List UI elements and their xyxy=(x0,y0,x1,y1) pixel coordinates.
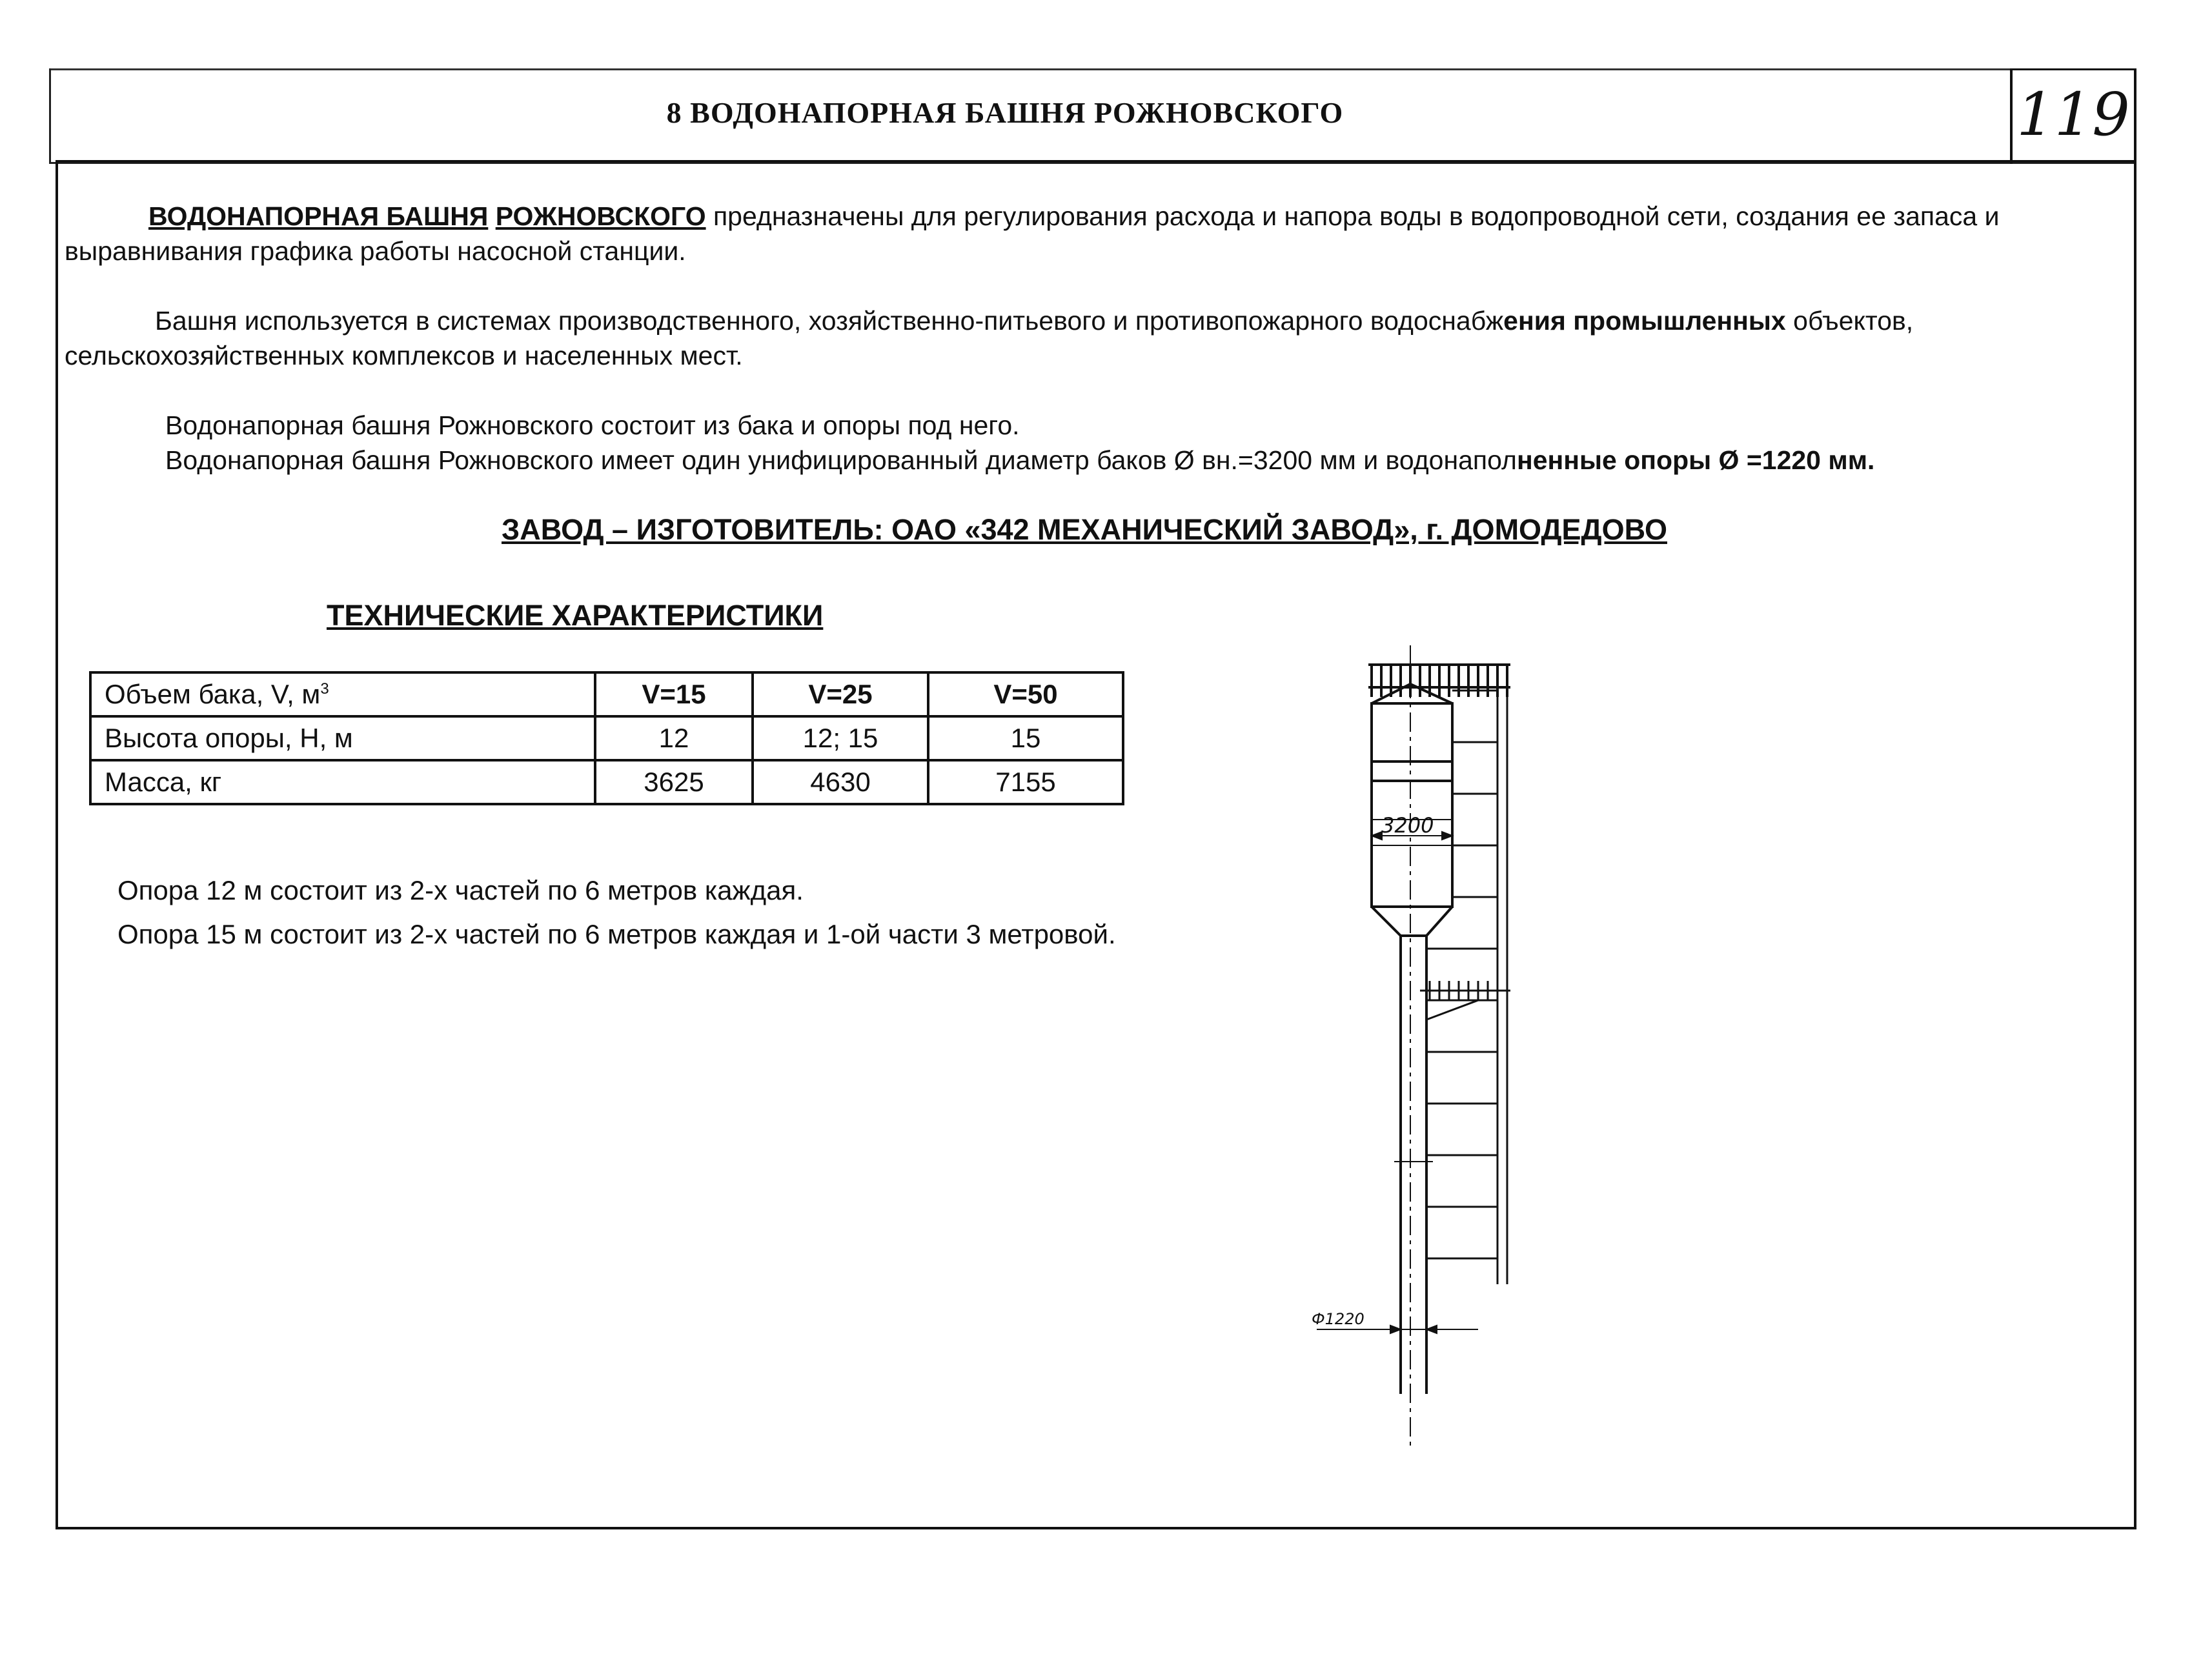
specs-heading: ТЕХНИЧЕСКИЕ ХАРАКТЕРИСТИКИ xyxy=(327,599,824,632)
note-support-12m: Опора 12 м состоит из 2-х частей по 6 метров каждая. xyxy=(117,875,804,905)
table-cell: 7155 xyxy=(928,760,1123,804)
intro-paragraph-2-tail: объектов, сельскохозяйственных комплексов и населенных мест. xyxy=(65,306,1914,370)
tank xyxy=(1372,684,1452,936)
table-row xyxy=(90,760,1123,804)
volume-unit-sup: 3 xyxy=(320,680,329,698)
support-column xyxy=(1394,645,1433,1446)
support-diameter-label: Ф1220 xyxy=(1312,1310,1365,1328)
note-support-15m: Опора 15 м состоит из 2-х частей по 6 метров каждая и 1-ой части 3 метровой. xyxy=(117,919,1116,949)
intro-paragraph-3: Водонапорная башня Рожновского состоит из бака и опоры под него. xyxy=(165,410,1020,440)
table-cell: 3625 xyxy=(595,760,753,804)
page-title: 8 ВОДОНАПОРНАЯ БАШНЯ РОЖНОВСКОГО xyxy=(666,96,1344,129)
manufacturer-heading: ЗАВОД – ИЗГОТОВИТЕЛЬ: ОАО «342 МЕХАНИЧЕСКИЙ ЗАВОД», г. ДОМОДЕДОВО xyxy=(502,513,1667,546)
ladder xyxy=(1426,665,1507,1284)
table-cell: V=15 xyxy=(595,672,753,716)
table-cell-label: Масса, кг xyxy=(90,760,595,804)
volume-label: Объем бака, V, м xyxy=(105,679,321,709)
intro-paragraph-2-bold: ения промышленных xyxy=(1503,306,1786,336)
intro-paragraph-2-text: Башня используется в системах производственного, хозяйственно-питьевого и противопожарного водоснабж xyxy=(155,306,1504,336)
tank-diameter-label: 3200 xyxy=(1381,813,1434,838)
table-cell: 12; 15 xyxy=(753,716,928,760)
intro-paragraph-4-bold: ненные опоры Ø =1220 мм. xyxy=(1516,445,1875,475)
table-cell-label xyxy=(90,672,595,716)
intro-paragraph-2 xyxy=(65,303,2111,373)
intro-paragraph-1-text: предназначены для регулирования расхода и напора воды в водопроводной сети, создания ее запаса и выравнивания графика работы насосной станции. xyxy=(65,201,2000,266)
tower-drawing xyxy=(1291,639,1549,1452)
table-cell: V=25 xyxy=(753,672,928,716)
intro-paragraph-4 xyxy=(165,443,2115,478)
table-cell: V=50 xyxy=(928,672,1123,716)
table-cell: 4630 xyxy=(753,760,928,804)
page-number: 119 xyxy=(2016,80,2130,149)
title-word-tower: ВОДОНАПОРНАЯ БАШНЯ xyxy=(148,201,489,231)
top-railing xyxy=(1368,665,1510,697)
table-cell: 15 xyxy=(928,716,1123,760)
table-cell-label: Высота опоры, Н, м xyxy=(90,716,595,760)
intro-paragraph-1 xyxy=(65,199,2111,268)
table-row xyxy=(90,672,1123,716)
table-cell: 12 xyxy=(595,716,753,760)
specs-table xyxy=(89,671,1124,805)
intro-paragraph-4-text: Водонапорная башня Рожновского имеет один унифицированный диаметр баков Ø вн.=3200 мм и водонапол xyxy=(165,445,1517,475)
title-word-rozhnovsky: РОЖНОВСКОГО xyxy=(495,201,706,231)
table-row xyxy=(90,716,1123,760)
